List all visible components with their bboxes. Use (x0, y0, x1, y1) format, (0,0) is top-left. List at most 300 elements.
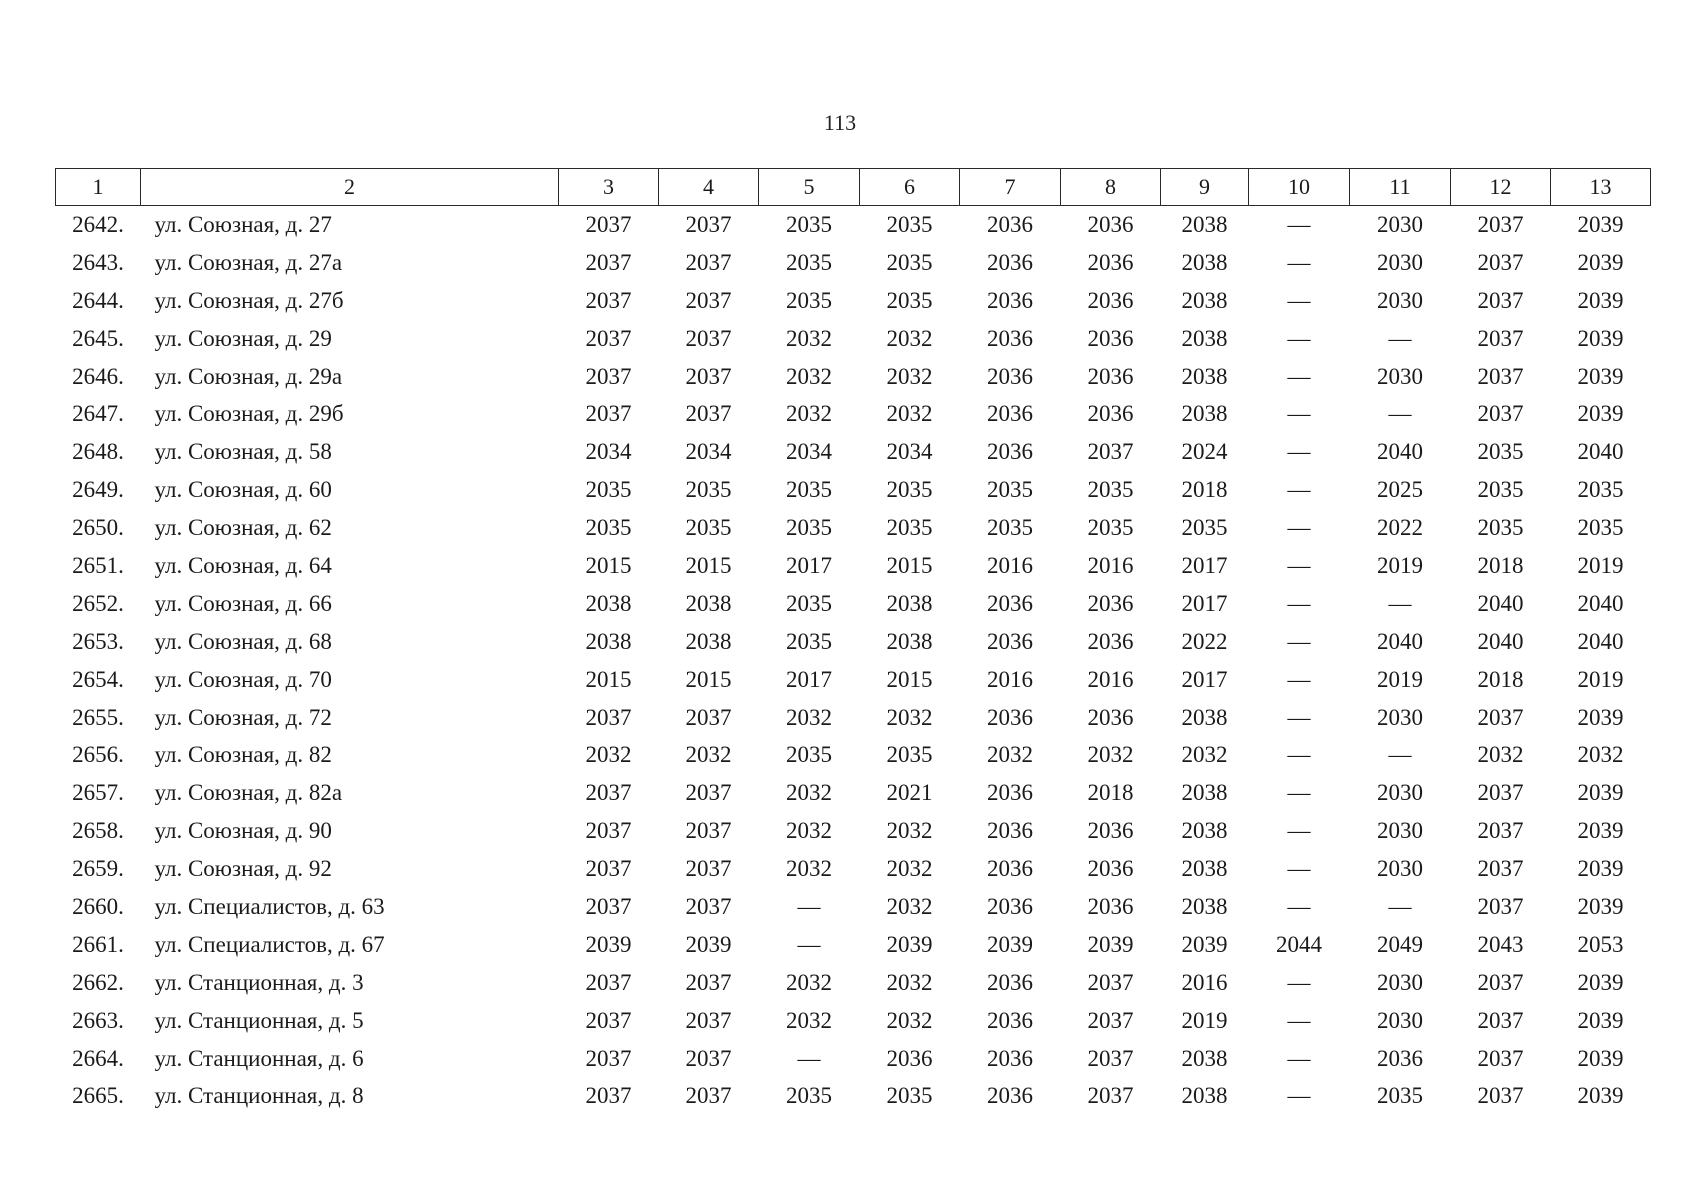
table-row (56, 282, 1651, 320)
year-cell-col-8: 2036 (1087, 704, 1134, 730)
table-row (56, 509, 1651, 547)
year-cell-col-4: 2037 (685, 363, 732, 389)
year-cell-col-12: 2040 (1477, 628, 1524, 654)
year-cell-col-6: 2032 (886, 969, 933, 995)
year-cell-col-13: 2039 (1577, 704, 1624, 730)
year-cell-col-8: 2036 (1087, 401, 1134, 427)
page-number: 113 (823, 110, 857, 135)
column-header-3: 3 (559, 169, 659, 206)
year-cell-col-13: 2039 (1577, 818, 1624, 844)
year-cell-col-6: 2015 (886, 552, 933, 578)
year-cell-col-4: 2037 (685, 969, 732, 995)
year-cell-col-12: 2037 (1477, 780, 1524, 806)
year-cell-col-13: 2040 (1577, 628, 1624, 654)
address-cell: ул. Союзная, д. 58 (154, 439, 332, 465)
year-cell-col-13: 2039 (1577, 211, 1624, 237)
year-cell-col-3: 2037 (585, 363, 632, 389)
year-cell-col-9: 2038 (1181, 780, 1228, 806)
year-cell-col-8: 2035 (1087, 515, 1134, 541)
year-cell-col-7: 2036 (987, 590, 1033, 616)
year-cell-col-4: 2037 (685, 211, 732, 237)
year-cell-col-6: 2038 (886, 590, 933, 616)
year-cell-col-3: 2037 (585, 1045, 632, 1071)
year-cell-col-8: 2036 (1087, 856, 1134, 882)
year-cell-col-10: — (1287, 439, 1311, 465)
year-cell-col-6: 2035 (886, 477, 933, 503)
year-cell-col-13: 2053 (1577, 931, 1624, 957)
row-number: 2655. (72, 704, 124, 730)
year-cell-col-7: 2036 (987, 401, 1033, 427)
year-cell-col-11: 2030 (1377, 856, 1423, 882)
year-cell-col-7: 2036 (987, 1045, 1033, 1071)
column-header-9: 9 (1161, 169, 1249, 206)
year-cell-col-9: 2038 (1181, 893, 1228, 919)
row-number: 2658. (72, 818, 124, 844)
year-cell-col-9: 2038 (1181, 401, 1228, 427)
year-cell-col-3: 2037 (585, 780, 632, 806)
year-cell-col-9: 2022 (1181, 628, 1228, 654)
table-row (56, 774, 1651, 812)
year-cell-col-4: 2037 (685, 856, 732, 882)
row-number: 2651. (72, 552, 124, 578)
year-cell-col-13: 2039 (1577, 969, 1624, 995)
row-number: 2664. (72, 1045, 124, 1071)
table-row (56, 736, 1651, 774)
year-cell-col-3: 2037 (585, 969, 632, 995)
year-cell-col-13: 2039 (1577, 325, 1624, 351)
year-cell-col-7: 2036 (987, 704, 1033, 730)
year-cell-col-11: — (1388, 590, 1412, 616)
address-cell: ул. Союзная, д. 27б (154, 287, 344, 313)
row-number: 2662. (72, 969, 124, 995)
year-cell-col-5: 2035 (786, 628, 832, 654)
year-cell-col-13: 2039 (1577, 1083, 1624, 1109)
table-row (56, 888, 1651, 926)
year-cell-col-5: 2032 (786, 704, 832, 730)
year-cell-col-13: 2039 (1577, 401, 1624, 427)
table-row (56, 850, 1651, 888)
year-cell-col-7: 2036 (987, 893, 1033, 919)
year-cell-col-6: 2032 (886, 893, 933, 919)
year-cell-col-9: 2038 (1181, 249, 1228, 275)
row-number: 2648. (72, 439, 124, 465)
year-cell-col-12: 2035 (1477, 477, 1524, 503)
year-cell-col-10: — (1287, 780, 1311, 806)
year-cell-col-10: — (1287, 325, 1311, 351)
row-number: 2653. (72, 628, 124, 654)
year-cell-col-10: — (1287, 515, 1311, 541)
year-cell-col-7: 2036 (987, 1083, 1033, 1109)
year-cell-col-5: — (797, 1045, 821, 1071)
year-cell-col-13: 2019 (1577, 666, 1624, 692)
year-cell-col-12: 2037 (1477, 287, 1524, 313)
year-cell-col-12: 2032 (1477, 742, 1524, 768)
year-cell-col-8: 2037 (1087, 1083, 1134, 1109)
year-cell-col-12: 2040 (1477, 590, 1524, 616)
year-cell-col-12: 2037 (1477, 211, 1524, 237)
year-cell-col-8: 2036 (1087, 590, 1134, 616)
column-header-12: 12 (1451, 169, 1551, 206)
year-cell-col-13: 2039 (1577, 856, 1624, 882)
year-cell-col-4: 2015 (685, 666, 732, 692)
year-cell-col-10: — (1287, 856, 1311, 882)
year-cell-col-5: 2032 (786, 325, 832, 351)
address-cell: ул. Союзная, д. 82а (154, 780, 343, 806)
year-cell-col-12: 2037 (1477, 1045, 1524, 1071)
year-cell-col-5: 2035 (786, 287, 832, 313)
year-cell-col-8: 2036 (1087, 893, 1134, 919)
year-cell-col-3: 2037 (585, 704, 632, 730)
row-number: 2663. (72, 1007, 124, 1033)
year-cell-col-7: 2036 (987, 628, 1033, 654)
year-cell-col-7: 2036 (987, 818, 1033, 844)
column-header-2: 2 (141, 169, 559, 206)
year-cell-col-11: — (1388, 742, 1412, 768)
year-cell-col-9: 2038 (1181, 1083, 1228, 1109)
year-cell-col-9: 2038 (1181, 211, 1228, 237)
year-cell-col-7: 2035 (987, 477, 1033, 503)
year-cell-col-7: 2032 (987, 742, 1033, 768)
year-cell-col-12: 2018 (1477, 666, 1524, 692)
year-cell-col-12: 2037 (1477, 249, 1524, 275)
year-cell-col-4: 2039 (685, 931, 732, 957)
year-cell-col-7: 2016 (987, 552, 1033, 578)
year-cell-col-4: 2037 (685, 1045, 732, 1071)
year-cell-col-3: 2037 (585, 325, 632, 351)
table-row (56, 206, 1651, 244)
row-number: 2661. (72, 931, 124, 957)
table-row (56, 812, 1651, 850)
year-cell-col-8: 2037 (1087, 439, 1134, 465)
column-header-8: 8 (1061, 169, 1161, 206)
year-cell-col-12: 2018 (1477, 552, 1524, 578)
year-cell-col-6: 2034 (886, 439, 933, 465)
column-header-1: 1 (56, 169, 141, 206)
year-cell-col-7: 2036 (987, 439, 1033, 465)
year-cell-col-11: 2049 (1377, 931, 1423, 957)
year-cell-col-5: 2017 (786, 666, 832, 692)
row-number: 2656. (72, 742, 124, 768)
column-header-11: 11 (1350, 169, 1451, 206)
year-cell-col-10: — (1287, 1007, 1311, 1033)
table-header-row (56, 169, 1651, 206)
year-cell-col-12: 2037 (1477, 969, 1524, 995)
year-cell-col-3: 2037 (585, 1083, 632, 1109)
table-row (56, 926, 1651, 964)
year-cell-col-4: 2037 (685, 249, 732, 275)
year-cell-col-7: 2036 (987, 211, 1033, 237)
year-cell-col-6: 2035 (886, 211, 933, 237)
year-cell-col-4: 2037 (685, 893, 732, 919)
year-cell-col-4: 2037 (685, 704, 732, 730)
year-cell-col-11: 2030 (1377, 1007, 1423, 1033)
address-cell: ул. Союзная, д. 29 (154, 325, 332, 351)
year-cell-col-3: 2037 (585, 856, 632, 882)
row-number: 2642. (72, 211, 124, 237)
year-cell-col-3: 2037 (585, 1007, 632, 1033)
year-cell-col-4: 2034 (685, 439, 732, 465)
table-body (56, 206, 1651, 1116)
year-cell-col-13: 2035 (1577, 515, 1624, 541)
table-row (56, 964, 1651, 1002)
year-cell-col-10: — (1287, 287, 1311, 313)
year-cell-col-5: 2035 (786, 590, 832, 616)
year-cell-col-9: 2032 (1181, 742, 1228, 768)
year-cell-col-6: 2036 (886, 1045, 933, 1071)
row-number: 2660. (72, 893, 124, 919)
year-cell-col-11: 2036 (1377, 1045, 1423, 1071)
address-cell: ул. Союзная, д. 68 (154, 628, 332, 654)
year-cell-col-7: 2036 (987, 249, 1033, 275)
year-cell-col-4: 2037 (685, 1083, 732, 1109)
year-cell-col-11: 2019 (1377, 552, 1423, 578)
year-cell-col-9: 2017 (1181, 590, 1228, 616)
year-cell-col-8: 2039 (1087, 931, 1134, 957)
address-cell: ул. Станционная, д. 5 (154, 1007, 364, 1033)
year-cell-col-6: 2015 (886, 666, 933, 692)
table-row (56, 395, 1651, 433)
year-cell-col-9: 2038 (1181, 287, 1228, 313)
year-cell-col-8: 2036 (1087, 325, 1134, 351)
year-cell-col-4: 2035 (685, 515, 732, 541)
year-cell-col-6: 2032 (886, 704, 933, 730)
year-cell-col-4: 2037 (685, 780, 732, 806)
year-cell-col-6: 2039 (886, 931, 933, 957)
year-cell-col-5: 2032 (786, 363, 832, 389)
year-cell-col-10: — (1287, 401, 1311, 427)
row-number: 2652. (72, 590, 124, 616)
year-cell-col-3: 2037 (585, 211, 632, 237)
year-cell-col-7: 2039 (987, 931, 1033, 957)
year-cell-col-11: 2030 (1377, 211, 1423, 237)
year-cell-col-9: 2024 (1181, 439, 1228, 465)
year-cell-col-8: 2037 (1087, 969, 1134, 995)
row-number: 2643. (72, 249, 124, 275)
year-cell-col-10: 2044 (1276, 931, 1322, 957)
address-cell: ул. Союзная, д. 29б (154, 401, 344, 427)
year-cell-col-7: 2016 (987, 666, 1033, 692)
table-row (56, 320, 1651, 358)
year-cell-col-5: 2032 (786, 818, 832, 844)
year-cell-col-10: — (1287, 552, 1311, 578)
row-number: 2650. (72, 515, 124, 541)
year-cell-col-11: 2030 (1377, 704, 1423, 730)
address-cell: ул. Союзная, д. 90 (154, 818, 332, 844)
year-cell-col-8: 2036 (1087, 818, 1134, 844)
row-number: 2644. (72, 287, 124, 313)
year-cell-col-8: 2016 (1087, 666, 1134, 692)
row-number: 2659. (72, 856, 124, 882)
row-number: 2665. (72, 1083, 124, 1109)
row-number: 2657. (72, 780, 124, 806)
year-cell-col-5: 2035 (786, 1083, 832, 1109)
year-cell-col-6: 2032 (886, 363, 933, 389)
year-cell-col-3: 2038 (585, 590, 632, 616)
year-cell-col-13: 2040 (1577, 590, 1624, 616)
row-number: 2646. (72, 363, 124, 389)
year-cell-col-5: 2035 (786, 742, 832, 768)
year-cell-col-5: 2032 (786, 969, 832, 995)
year-cell-col-13: 2039 (1577, 363, 1624, 389)
table-row (56, 1077, 1651, 1115)
year-cell-col-4: 2037 (685, 1007, 732, 1033)
year-cell-col-3: 2037 (585, 893, 632, 919)
year-cell-col-10: — (1287, 704, 1311, 730)
year-cell-col-8: 2036 (1087, 211, 1134, 237)
year-cell-col-5: 2032 (786, 780, 832, 806)
year-cell-col-9: 2038 (1181, 704, 1228, 730)
year-cell-col-9: 2039 (1181, 931, 1228, 957)
year-cell-col-9: 2017 (1181, 666, 1228, 692)
year-cell-col-4: 2038 (685, 628, 732, 654)
table-row (56, 623, 1651, 661)
year-cell-col-11: 2035 (1377, 1083, 1423, 1109)
address-cell: ул. Союзная, д. 27а (154, 249, 343, 275)
year-cell-col-12: 2037 (1477, 856, 1524, 882)
year-cell-col-7: 2036 (987, 1007, 1033, 1033)
row-number: 2649. (72, 477, 124, 503)
year-cell-col-11: — (1388, 325, 1412, 351)
column-header-10: 10 (1249, 169, 1350, 206)
year-cell-col-13: 2039 (1577, 893, 1624, 919)
year-cell-col-10: — (1287, 590, 1311, 616)
year-cell-col-6: 2035 (886, 287, 933, 313)
year-cell-col-10: — (1287, 893, 1311, 919)
year-cell-col-9: 2038 (1181, 1045, 1228, 1071)
year-cell-col-11: 2040 (1377, 628, 1423, 654)
year-cell-col-5: 2032 (786, 401, 832, 427)
year-cell-col-3: 2037 (585, 287, 632, 313)
year-cell-col-11: 2022 (1377, 515, 1423, 541)
year-cell-col-4: 2038 (685, 590, 732, 616)
year-cell-col-7: 2036 (987, 969, 1033, 995)
year-cell-col-11: 2030 (1377, 969, 1423, 995)
address-cell: ул. Станционная, д. 3 (154, 969, 364, 995)
year-cell-col-12: 2037 (1477, 818, 1524, 844)
year-cell-col-13: 2039 (1577, 249, 1624, 275)
year-cell-col-3: 2035 (585, 515, 632, 541)
table-row (56, 244, 1651, 282)
year-cell-col-8: 2036 (1087, 363, 1134, 389)
address-cell: ул. Союзная, д. 72 (154, 704, 332, 730)
year-cell-col-5: 2035 (786, 477, 832, 503)
year-cell-col-3: 2035 (585, 477, 632, 503)
year-cell-col-4: 2037 (685, 818, 732, 844)
address-cell: ул. Специалистов, д. 67 (154, 931, 385, 957)
year-cell-col-5: 2032 (786, 856, 832, 882)
table-row (56, 358, 1651, 396)
address-cell: ул. Союзная, д. 60 (154, 477, 332, 503)
table-row (56, 585, 1651, 623)
year-cell-col-12: 2037 (1477, 325, 1524, 351)
address-cell: ул. Союзная, д. 70 (154, 666, 332, 692)
column-header-5: 5 (759, 169, 860, 206)
table-row (56, 1040, 1651, 1078)
table-row (56, 1002, 1651, 1040)
year-cell-col-12: 2043 (1477, 931, 1524, 957)
year-cell-col-11: 2019 (1377, 666, 1423, 692)
year-cell-col-9: 2017 (1181, 552, 1228, 578)
year-cell-col-11: 2030 (1377, 287, 1423, 313)
year-cell-col-12: 2037 (1477, 401, 1524, 427)
year-cell-col-8: 2037 (1087, 1045, 1134, 1071)
year-cell-col-5: 2017 (786, 552, 832, 578)
column-header-7: 7 (960, 169, 1061, 206)
year-cell-col-6: 2032 (886, 401, 933, 427)
year-cell-col-11: — (1388, 401, 1412, 427)
year-cell-col-12: 2035 (1477, 515, 1524, 541)
year-cell-col-12: 2037 (1477, 1007, 1524, 1033)
year-cell-col-10: — (1287, 1045, 1311, 1071)
year-cell-col-10: — (1287, 249, 1311, 275)
year-cell-col-7: 2035 (987, 515, 1033, 541)
column-header-13: 13 (1551, 169, 1651, 206)
address-cell: ул. Союзная, д. 62 (154, 515, 332, 541)
year-cell-col-7: 2036 (987, 325, 1033, 351)
year-cell-col-9: 2038 (1181, 325, 1228, 351)
year-cell-col-3: 2034 (585, 439, 632, 465)
year-cell-col-5: — (797, 893, 821, 919)
year-cell-col-3: 2015 (585, 666, 632, 692)
year-cell-col-11: 2030 (1377, 818, 1423, 844)
year-cell-col-5: 2032 (786, 1007, 832, 1033)
year-cell-col-3: 2037 (585, 249, 632, 275)
year-cell-col-8: 2036 (1087, 249, 1134, 275)
year-cell-col-4: 2037 (685, 401, 732, 427)
address-cell: ул. Специалистов, д. 63 (154, 893, 385, 919)
year-cell-col-8: 2037 (1087, 1007, 1134, 1033)
year-cell-col-9: 2019 (1181, 1007, 1228, 1033)
address-cell: ул. Станционная, д. 8 (154, 1083, 364, 1109)
row-number: 2654. (72, 666, 124, 692)
year-cell-col-6: 2035 (886, 742, 933, 768)
year-cell-col-10: — (1287, 211, 1311, 237)
address-cell: ул. Союзная, д. 64 (154, 552, 332, 578)
address-cell: ул. Союзная, д. 92 (154, 856, 332, 882)
address-cell: ул. Союзная, д. 66 (154, 590, 332, 616)
year-cell-col-9: 2038 (1181, 856, 1228, 882)
table-row (56, 433, 1651, 471)
year-cell-col-6: 2035 (886, 1083, 933, 1109)
year-cell-col-6: 2032 (886, 1007, 933, 1033)
year-cell-col-3: 2015 (585, 552, 632, 578)
year-cell-col-8: 2018 (1087, 780, 1134, 806)
year-cell-col-3: 2037 (585, 818, 632, 844)
year-cell-col-9: 2018 (1181, 477, 1228, 503)
year-cell-col-13: 2040 (1577, 439, 1624, 465)
year-cell-col-5: — (797, 931, 821, 957)
data-table (55, 168, 1651, 1115)
year-cell-col-6: 2035 (886, 515, 933, 541)
year-cell-col-3: 2039 (585, 931, 632, 957)
year-cell-col-6: 2035 (886, 249, 933, 275)
year-cell-col-7: 2036 (987, 780, 1033, 806)
year-cell-col-5: 2035 (786, 249, 832, 275)
year-cell-col-3: 2037 (585, 401, 632, 427)
year-cell-col-10: — (1287, 666, 1311, 692)
year-cell-col-7: 2036 (987, 363, 1033, 389)
year-cell-col-12: 2037 (1477, 363, 1524, 389)
year-cell-col-6: 2021 (886, 780, 933, 806)
year-cell-col-10: — (1287, 628, 1311, 654)
year-cell-col-12: 2037 (1477, 704, 1524, 730)
year-cell-col-5: 2035 (786, 211, 832, 237)
year-cell-col-10: — (1287, 969, 1311, 995)
year-cell-col-8: 2036 (1087, 287, 1134, 313)
year-cell-col-4: 2037 (685, 325, 732, 351)
year-cell-col-10: — (1287, 742, 1311, 768)
year-cell-col-5: 2035 (786, 515, 832, 541)
